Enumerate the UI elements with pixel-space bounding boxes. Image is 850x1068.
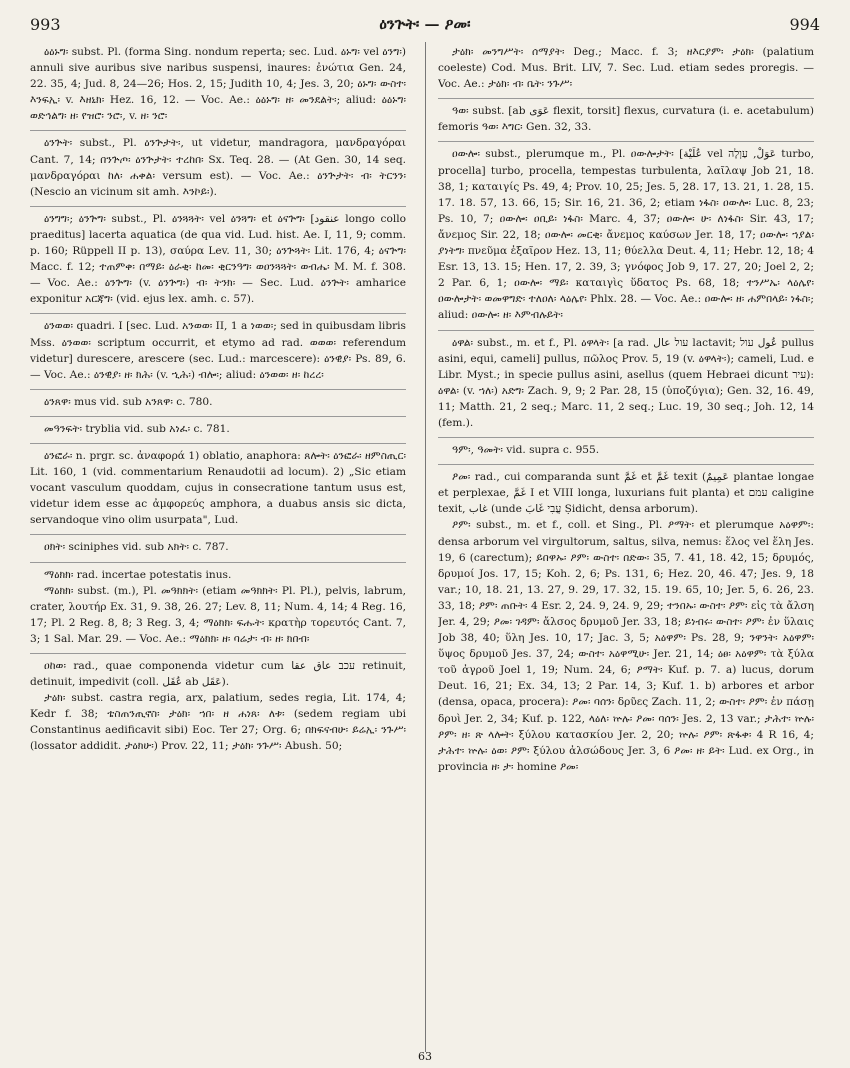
dictionary-entry xyxy=(30,131,406,206)
entry-paragraph: ዐውሎ፡ subst., plerumque m., Pl. ዐውሎታት፡ [عُلَيْة vel عَوَلْ, עַוְלָה turbo, procella] turbo, procella, tempestas turbulenta, λαῖλαψ Job 21, 18. 38, 1; καταιγίς Ps. 49, 4; Prov. 10, 25; Jes. 5, 28. 17, 13. 21, 1. 28, 15. 17. 18. 57, 13. 66, 15; Sir. 16, 21. 36, 2; etiam ነፋስ፡ ዐውሎ፡ Luc. 8, 23; Ps. 10, 7; ዐውሎ፡ ዐቢይ፡ ነፋስ፡ Marc. 4, 37; ዐውሎ፡ ሁ፡ ለነፋስ፡ Sir. 43, 17; ἄνεμος Sir. 22, 18; ዐውሎ፡ መርቂ፡ ἄνεμος καύσων Jer. 18, 17; ዐውሎ፡ ኀያል፡ ያነትግ፡ πνεῦμα ἐξαῖρον Hez. 13, 11; θύελλα Deut. 4, 11; Hebr. 12, 18; 4 Esr. 13, 13. 15; Hen. 17, 2. 39, 3; γνόφος Job 9, 17. 27, 20; Joel 2, 2; 2 Par. 6, 1; ዐውሎ፡ ማይ፡ καταιγὶς ὕδατος Ps. 68, 18; ተንሥኤ፡ ላዕሌየ፡ ዐውሎታት፡ ወመዋግድ፡ ተለዐለ፡ ላዕሌየ፡ Phlx. 28. — Voc. Ae.: ዐውሎ፡ ዘ፡ ሐምበላይ፡ ነፋስ፡; aliud: ዐውሎ፡ ዘ፡ እምብሉይት፡ xyxy=(438,148,814,322)
entry-paragraph: ዕንፎራ፡ n. prgr. sc. ἀναφορά 1) oblatio, anaphora: ጸሎት፡ ዕንፎራ፡ ዘምስጢር፡ Lit. 160, 1 (vid. commentarium Renaudotii ad locum). 2) „Sic etiam vocant vasculum quoddam, cujus in consecratione tantum usus est, videtur idem esse ac ἀμφορεύς amphora, a duabus ansis sic dicta, servandoque vino olim usurpata", Lud. xyxy=(30,449,406,527)
entry-paragraph: ዓም፡, ዓመት፡ vid. supra c. 955. xyxy=(452,444,600,457)
dictionary-entry xyxy=(30,563,406,654)
entry-paragraph: ዕንግግ፡; ዕንጕግ፡ subst., Pl. ዕንጓጓት፡ vel ዕንጓግ፡ et ዕናጕግ፡ [عنقود longo collo praeditus] lacerta aquatica (de qua vid. Lud. hist. Ae. I, 11, 9; comm. p. 160; Rüppell II p. 13), σαύρα Lev. 11, 30; ዕንጕጓት፡ Lit. 176, 4; ዕናጕግ፡ Macc. f. 12; ተጠምቀ፡ በማይ፡ ዕራቂ፡ ከመ፡ ቂርንዓግ፡ ወዐንጓጓት፡ ወብሔ፡ M. M. f. 308. — Voc. Ae.: ዕንጕግ፡ (v. ዕንጕግ፡) ብ፡ ትንክ፡ — Sec. Lud. ዕንጕት፡ amharice exponitur አርጃግ፡ (vid. ejus lex. amh. c. 57). xyxy=(30,212,406,306)
entry-paragraph: ዐክት፡ sciniphes vid. sub አክት፡ c. 787. xyxy=(44,541,229,554)
dictionary-entry xyxy=(438,331,814,439)
dictionary-entry xyxy=(30,535,406,562)
entry-paragraph: መዓንፍት፡ tryblia vid. sub አነፈ፡ c. 781. xyxy=(44,422,230,435)
entry-paragraph: ዕዋል፡ subst., m. et f., Pl. ዕዋላት፡ [a rad. עול عال lactavit; عُول עול pullus asini, equi, cameli] pullus, πῶλος Prov. 5, 19 (v. ዕዋላት፡); cameli, Lud. e Libr. Myst.; in specie pullus asini, asellus (quem Hebraei dicunt עיר): ዕዋል፡ (v. ኀለ፡) አድግ፡ Zach. 9, 9; 2 Par. 28, 15 (ὑποζύγια); Gen. 32, 16. 49, 11; Matth. 21, 2 seq.; Marc. 11, 2 seq.; Luc. 19, 30 seq.; Joh. 12, 14 (fem.). xyxy=(438,336,814,429)
signature-mark: 63 xyxy=(418,1050,432,1063)
dictionary-entry xyxy=(30,40,406,131)
dictionary-entry xyxy=(438,465,814,781)
right-page-number: 994 xyxy=(789,14,820,34)
entry-paragraph: ዐከወ፡ rad., quae componenda videtur cum עכב عاق عقا retinuit, detinuit, impedivit (coll. عُقَل ab عَقَل). xyxy=(30,660,406,689)
dictionary-entry xyxy=(30,314,406,389)
entry-paragraph: ማዕክክ፡ rad. incertae potestatis inus. xyxy=(44,568,232,581)
dictionary-entry xyxy=(30,207,406,315)
entry-paragraph: ዖም፡ subst., m. et f., coll. et Sing., Pl. ዖማት፡ et plerumque አዕዋም፡: densa arborum vel virgultorum, saltus, silva, nemus: ἕλος vel ἕλη Jes. 19, 6 (carectum); ይበዋኡ፡ ዖም፡ ውስተ፡ በድው፡ 35, 7. 41, 18. 42, 15; δρυμός, δρυμοί Jos. 17, 15; Koh. 2, 6; Ps. 131, 6; Hez. 20, 46. 47; Jes. 9, 18 var.; 10, 18. 21, 13. 27, 9. 29, 17. 32, 15. 19. 65, 10; Jer. 5, 6. 26, 23. 33, 18; ዖም፡ ጠቡት፡ 4 Esr. 2, 24. 9, 24. 9, 29; ተንበኡ፡ ውስተ፡ ዖም፡ εἰς τὰ ἄλση Jer. 4, 29; ዖመ፡ ገዳም፡ ἄλσος δρυμοῦ Jer. 33, 18; ይነብሩ፡ ውስተ፡ ዖም፡ ἐν ὕλαις Job 38, 40; ὕλη Jes. 10, 17; Jac. 3, 5; አዕዋም፡ Ps. 28, 9; ንዋንት፡ አዕዋም፡ ὕψος δρυμοῦ Jes. 37, 24; ውስተ፡ አዕዋሚሁ፡ Jer. 21, 14; ዕፀ፡ አዕዋም፡ τὰ ξύλα τοῦ ἀγροῦ Joel 1, 19; Num. 24, 6; ዖማት፡ Kuf. p. 7. a) lucus, dorum Deut. 16, 21; Ex. 34, 13; 2 Par. 14, 3; Kuf. 1. b) arbores et arbor (densa, opaca, procera): ዖመ፡ ባሰን፡ δρῦες Zach. 11, 2; ውስተ፡ ዖም፡ ἐν πάσῃ δρυὶ Jer. 2, 34; Kuf. p. 122, ላዕለ፡ ኵሉ፡ ዖመ፡ ባሰን፡ Jes. 2, 13 var.; ታሕተ፡ ኵሉ፡ ዖም፡ ዘ፡ ጽ ላሎት፡ ξύλου κατασκίου Jer. 2, 20; ኵሉ፡ ዖም፡ ጽፋቀ፡ 4 R 16, 4; ታሕተ፡ ኵሉ፡ ዕወ፡ ዖም፡ ξύλου ἀλσώδους Jer. 3, 6 ዖመ፡ ዘ፡ ይት፡ Lud. ex Org., in provincia ዘ፡ ታ፡ homine ዖመ፡ xyxy=(438,519,814,773)
left-page-number: 993 xyxy=(30,14,61,34)
page-header xyxy=(30,10,820,38)
left-column xyxy=(30,40,406,1040)
entry-paragraph: ዕዕኑግ፡ subst. Pl. (forma Sing. nondum reperta; sec. Lud. ዕኑግ፡ vel ዕንግ፡) annuli sive auribus sive naribus suspensi, inaures: ἐνώτια Gen. 24, 22. 35, 4; Jud. 8, 24—26; Hos. 2, 15; Judith 10, 4; Jes. 3, 20; ዕኑግ፡ ውስተ፡ እንፍኢ፡ v. እዘኒክ፡ Hez. 16, 12. — Voc. Ae.: ዕዕኑግ፡ ዘ፡ መንደልት፡; aliud: ዕዕኑግ፡ ወድኅልግ፡ ዘ፡ የዝሮ፡ ንሮ፡, v. ዘ፡ ንሮ፡ xyxy=(30,46,406,123)
dictionary-entry xyxy=(438,438,814,465)
entry-paragraph: ዖመ፡ rad., cui comparanda sunt غَمَّ et غَمَّ texit (عَمِيمٌ plantae longae et perplexae, غَمَّ I et VIII longa, luxurians fuit planta) et עמם caligine texit, غاب (unde עֲבִי غَابَ Ṣidicht, densa arborum). xyxy=(438,471,814,516)
dictionary-entry xyxy=(438,99,814,142)
entry-paragraph: ማዕክክ፡ subst. (m.), Pl. መዓክክት፡ (etiam መዓክክት፡ Pl. Pl.), pelvis, labrum, crater, λουτήρ Ex. 31, 9. 38, 26. 27; Lev. 8, 11; Num. 4, 14; 4 Reg. 16, 17; Pl. 2 Reg. 8, 8; 3 Reg. 3, 4; ማዕክክ፡ ፍሑት፡ κρατὴρ τορευτός Cant. 7, 3; 1 Sal. Mar. 29. — Voc. Ae.: ማዕክክ፡ ዘ፡ ባሬታ፡ ብ፡ ዘ፡ ክበብ፡ xyxy=(30,584,406,645)
dictionary-entry xyxy=(438,40,814,99)
right-column xyxy=(438,40,814,1040)
entry-paragraph: ዕንወወ፡ quadri. I [sec. Lud. አንወወ፡ II, 1 a ነወወ፡; sed in quibusdam libris Mss. ዕንወወ፡ scriptum occurrit, et etymo ad rad. ወወወ፡ referendum videtur] durescere, arescere (sec. Lud.: marcescere): ዕንዊያ፡ Ps. 89, 6. — Voc. Ae.: ዕንዊያ፡ ዘ፡ ክሕ፡ (v. ኂሕ፡) ብሎ፡; aliud: ዕንወወ፡ ዘ፡ ከረረ፡ xyxy=(30,320,406,381)
column-divider xyxy=(425,42,426,1052)
entry-paragraph: ዕንጸዋ፡ mus vid. sub አንጸዋ፡ c. 780. xyxy=(44,395,213,408)
dictionary-entry xyxy=(30,417,406,444)
dictionary-entry xyxy=(30,654,406,761)
page-footer xyxy=(0,1050,850,1063)
entry-paragraph: ታዕክ፡ subst. castra regia, arx, palatium, sedes regia, Lit. 174, 4; Kedr f. 38; ቴስጠንጢኖስ፡ ታዕክ፡ ኀበ፡ ዘ ሐነጸ፡ ለቱ፡ (sedem regiam ubi Constantinus aedificavit sibi) Eoc. Ter 27; Org. 6; በክፍናብሁ፡ ይሬኢ፡ ንጉሥ፡ (lossator addidit. ታዕክሁ፡) Prov. 22, 11; ታዕክ፡ ንጉሥ፡ Abush. 50; xyxy=(30,692,406,753)
dictionary-entry xyxy=(438,142,814,330)
dictionary-entry xyxy=(30,390,406,417)
entry-paragraph: ታዕክ፡ መንግሥት፡ ሰማያት፡ Deg.; Macc. f. 3; ዘእርያም፡ ታዕክ፡ (palatium coeleste) Cod. Mus. Brit. LIV, 7. Sec. Lud. etiam sedes proregis. — Voc. Ae.: ታዕክ፡ ብ፡ ቤት፡ ንጉሥ፡ xyxy=(438,46,814,91)
running-title: ዕንጕት፡ — ዖመ፡ xyxy=(379,15,471,33)
entry-paragraph: ዕንጕት፡ subst., Pl. ዕንጕታት፡, ut videtur, mandragora, μανδραγόραι Cant. 7, 14; በንጕጦ፡ ዕንጕታት፡ ተረከበ፡ Sx. Teq. 28. — (At Gen. 30, 14 seq. μανδραγόραι ከለ፡ ሐቀል፡ versum est). — Voc. Ae.: ዕንጕታት፡ ብ፡ ትርንን፡ (Nescio an vicinum sit amh. እንኮይ፡). xyxy=(30,137,406,198)
dictionary-entry xyxy=(30,444,406,535)
entry-paragraph: ዓወ፡ subst. [ab عَوَى flexit, torsit] flexus, curvatura (i. e. acetabulum) femoris ዓወ፡ እግር፡ Gen. 32, 33. xyxy=(438,105,814,134)
